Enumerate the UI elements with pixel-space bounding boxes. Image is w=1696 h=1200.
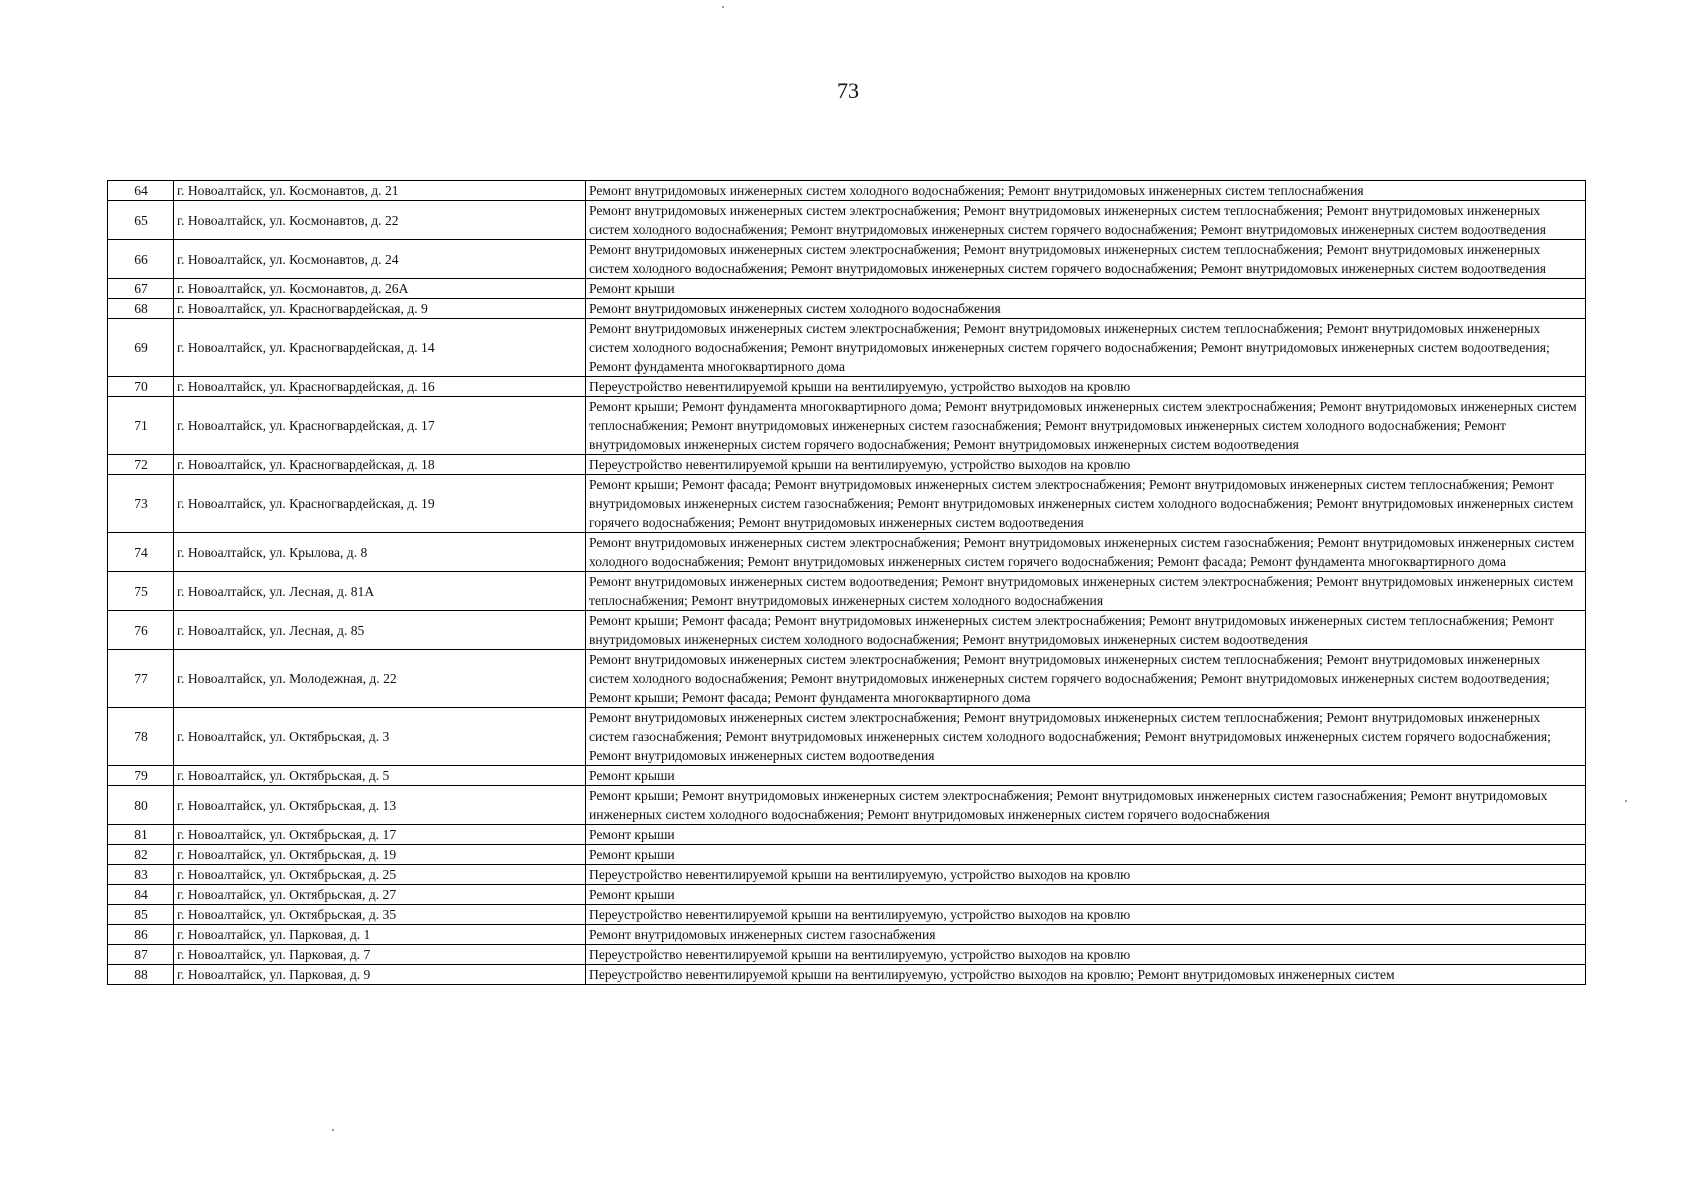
row-number-cell: 72	[108, 455, 174, 475]
table-row	[108, 475, 1586, 533]
row-number-cell: 74	[108, 533, 174, 572]
table-body	[108, 181, 1586, 985]
works-cell: Переустройство невентилируемой крыши на вентилируемую, устройство выходов на кровлю	[586, 945, 1586, 965]
table-row	[108, 905, 1586, 925]
works-cell: Ремонт крыши	[586, 825, 1586, 845]
address-cell: г. Новоалтайск, ул. Красногвардейская, д. 19	[174, 475, 586, 533]
address-cell: г. Новоалтайск, ул. Крылова, д. 8	[174, 533, 586, 572]
row-number-cell: 83	[108, 865, 174, 885]
works-cell: Ремонт внутридомовых инженерных систем электроснабжения; Ремонт внутридомовых инженерных систем теплоснабжения; Ремонт внутридомовых инженерных систем холодного водоснабжения; Ремонт внутридомовых инженерных систем горячего водоснабжения; Ремонт внутридомовых инженерных систем водоотведения; Ремонт фундамента многоквартирного дома	[586, 319, 1586, 377]
row-number-cell: 87	[108, 945, 174, 965]
row-number-cell: 68	[108, 299, 174, 319]
works-cell: Ремонт крыши; Ремонт фундамента многоквартирного дома; Ремонт внутридомовых инженерных систем электроснабжения; Ремонт внутридомовых инженерных систем теплоснабжения; Ремонт внутридомовых инженерных систем газоснабжения; Ремонт внутридомовых инженерных систем холодного водоснабжения; Ремонт внутридомовых инженерных систем горячего водоснабжения; Ремонт внутридомовых инженерных систем водоотведения	[586, 397, 1586, 455]
row-number-cell: 79	[108, 766, 174, 786]
table-row	[108, 925, 1586, 945]
table-row	[108, 299, 1586, 319]
table-row	[108, 319, 1586, 377]
scan-speck	[1625, 800, 1627, 802]
address-cell: г. Новоалтайск, ул. Парковая, д. 7	[174, 945, 586, 965]
works-cell: Переустройство невентилируемой крыши на вентилируемую, устройство выходов на кровлю; Ремонт внутридомовых инженерных систем	[586, 965, 1586, 985]
address-cell: г. Новоалтайск, ул. Космонавтов, д. 22	[174, 201, 586, 240]
address-cell: г. Новоалтайск, ул. Парковая, д. 1	[174, 925, 586, 945]
table-row	[108, 885, 1586, 905]
row-number-cell: 75	[108, 572, 174, 611]
works-cell: Ремонт крыши	[586, 845, 1586, 865]
row-number-cell: 82	[108, 845, 174, 865]
address-cell: г. Новоалтайск, ул. Красногвардейская, д. 9	[174, 299, 586, 319]
works-cell: Ремонт внутридомовых инженерных систем электроснабжения; Ремонт внутридомовых инженерных систем теплоснабжения; Ремонт внутридомовых инженерных систем газоснабжения; Ремонт внутридомовых инженерных систем холодного водоснабжения; Ремонт внутридомовых инженерных систем горячего водоснабжения; Ремонт внутридомовых инженерных систем водоотведения	[586, 708, 1586, 766]
row-number-cell: 80	[108, 786, 174, 825]
row-number-cell: 81	[108, 825, 174, 845]
address-cell: г. Новоалтайск, ул. Октябрьская, д. 5	[174, 766, 586, 786]
row-number-cell: 66	[108, 240, 174, 279]
row-number-cell: 76	[108, 611, 174, 650]
address-cell: г. Новоалтайск, ул. Молодежная, д. 22	[174, 650, 586, 708]
table-row	[108, 845, 1586, 865]
row-number-cell: 84	[108, 885, 174, 905]
table-row	[108, 455, 1586, 475]
works-cell: Переустройство невентилируемой крыши на вентилируемую, устройство выходов на кровлю	[586, 905, 1586, 925]
address-cell: г. Новоалтайск, ул. Октябрьская, д. 25	[174, 865, 586, 885]
works-cell: Ремонт крыши; Ремонт фасада; Ремонт внутридомовых инженерных систем электроснабжения; Ремонт внутридомовых инженерных систем теплоснабжения; Ремонт внутридомовых инженерных систем газоснабжения; Ремонт внутридомовых инженерных систем холодного водоснабжения; Ремонт внутридомовых инженерных систем горячего водоснабжения; Ремонт внутридомовых инженерных систем водоотведения	[586, 475, 1586, 533]
row-number-cell: 85	[108, 905, 174, 925]
row-number-cell: 78	[108, 708, 174, 766]
works-cell: Переустройство невентилируемой крыши на вентилируемую, устройство выходов на кровлю	[586, 865, 1586, 885]
address-cell: г. Новоалтайск, ул. Октябрьская, д. 3	[174, 708, 586, 766]
row-number-cell: 64	[108, 181, 174, 201]
table-row	[108, 708, 1586, 766]
table-row	[108, 786, 1586, 825]
table-row	[108, 945, 1586, 965]
works-cell: Ремонт внутридомовых инженерных систем электроснабжения; Ремонт внутридомовых инженерных систем газоснабжения; Ремонт внутридомовых инженерных систем холодного водоснабжения; Ремонт внутридомовых инженерных систем горячего водоснабжения; Ремонт фасада; Ремонт фундамента многоквартирного дома	[586, 533, 1586, 572]
address-cell: г. Новоалтайск, ул. Космонавтов, д. 21	[174, 181, 586, 201]
table-row	[108, 201, 1586, 240]
table-row	[108, 965, 1586, 985]
address-cell: г. Новоалтайск, ул. Красногвардейская, д. 17	[174, 397, 586, 455]
table-row	[108, 533, 1586, 572]
works-cell: Ремонт внутридомовых инженерных систем электроснабжения; Ремонт внутридомовых инженерных систем теплоснабжения; Ремонт внутридомовых инженерных систем холодного водоснабжения; Ремонт внутридомовых инженерных систем горячего водоснабжения; Ремонт внутридомовых инженерных систем водоотведения	[586, 240, 1586, 279]
row-number-cell: 69	[108, 319, 174, 377]
works-cell: Ремонт крыши; Ремонт фасада; Ремонт внутридомовых инженерных систем электроснабжения; Ремонт внутридомовых инженерных систем теплоснабжения; Ремонт внутридомовых инженерных систем холодного водоснабжения; Ремонт внутридомовых инженерных систем водоотведения	[586, 611, 1586, 650]
page-number: 73	[837, 78, 859, 103]
table-row	[108, 766, 1586, 786]
table-row	[108, 397, 1586, 455]
table-row	[108, 825, 1586, 845]
table-row	[108, 650, 1586, 708]
scan-speck	[722, 6, 724, 8]
works-cell: Ремонт крыши; Ремонт внутридомовых инженерных систем электроснабжения; Ремонт внутридомовых инженерных систем газоснабжения; Ремонт внутридомовых инженерных систем холодного водоснабжения; Ремонт внутридомовых инженерных систем горячего водоснабжения	[586, 786, 1586, 825]
address-cell: г. Новоалтайск, ул. Красногвардейская, д. 18	[174, 455, 586, 475]
table-row	[108, 377, 1586, 397]
address-cell: г. Новоалтайск, ул. Октябрьская, д. 27	[174, 885, 586, 905]
address-cell: г. Новоалтайск, ул. Красногвардейская, д. 16	[174, 377, 586, 397]
address-cell: г. Новоалтайск, ул. Лесная, д. 85	[174, 611, 586, 650]
table-row	[108, 240, 1586, 279]
works-cell: Ремонт крыши	[586, 885, 1586, 905]
row-number-cell: 86	[108, 925, 174, 945]
address-cell: г. Новоалтайск, ул. Октябрьская, д. 19	[174, 845, 586, 865]
works-cell: Ремонт внутридомовых инженерных систем водоотведения; Ремонт внутридомовых инженерных систем электроснабжения; Ремонт внутридомовых инженерных систем теплоснабжения; Ремонт внутридомовых инженерных систем холодного водоснабжения	[586, 572, 1586, 611]
table-row	[108, 865, 1586, 885]
repair-works-table	[107, 180, 1586, 985]
address-cell: г. Новоалтайск, ул. Октябрьская, д. 13	[174, 786, 586, 825]
address-cell: г. Новоалтайск, ул. Космонавтов, д. 24	[174, 240, 586, 279]
address-cell: г. Новоалтайск, ул. Парковая, д. 9	[174, 965, 586, 985]
works-cell: Переустройство невентилируемой крыши на вентилируемую, устройство выходов на кровлю	[586, 455, 1586, 475]
works-cell: Ремонт внутридомовых инженерных систем холодного водоснабжения; Ремонт внутридомовых инженерных систем теплоснабжения	[586, 181, 1586, 201]
row-number-cell: 73	[108, 475, 174, 533]
address-cell: г. Новоалтайск, ул. Лесная, д. 81А	[174, 572, 586, 611]
row-number-cell: 88	[108, 965, 174, 985]
works-cell: Ремонт внутридомовых инженерных систем электроснабжения; Ремонт внутридомовых инженерных систем теплоснабжения; Ремонт внутридомовых инженерных систем холодного водоснабжения; Ремонт внутридомовых инженерных систем горячего водоснабжения; Ремонт внутридомовых инженерных систем водоотведения; Ремонт крыши; Ремонт фасада; Ремонт фундамента многоквартирного дома	[586, 650, 1586, 708]
address-cell: г. Новоалтайск, ул. Октябрьская, д. 17	[174, 825, 586, 845]
address-cell: г. Новоалтайск, ул. Красногвардейская, д. 14	[174, 319, 586, 377]
works-cell: Ремонт внутридомовых инженерных систем газоснабжения	[586, 925, 1586, 945]
table-row	[108, 611, 1586, 650]
scan-speck	[332, 1129, 334, 1131]
row-number-cell: 67	[108, 279, 174, 299]
works-cell: Ремонт внутридомовых инженерных систем холодного водоснабжения	[586, 299, 1586, 319]
row-number-cell: 65	[108, 201, 174, 240]
address-cell: г. Новоалтайск, ул. Космонавтов, д. 26А	[174, 279, 586, 299]
address-cell: г. Новоалтайск, ул. Октябрьская, д. 35	[174, 905, 586, 925]
works-cell: Ремонт крыши	[586, 279, 1586, 299]
works-cell: Ремонт внутридомовых инженерных систем электроснабжения; Ремонт внутридомовых инженерных систем теплоснабжения; Ремонт внутридомовых инженерных систем холодного водоснабжения; Ремонт внутридомовых инженерных систем горячего водоснабжения; Ремонт внутридомовых инженерных систем водоотведения	[586, 201, 1586, 240]
table-row	[108, 181, 1586, 201]
works-cell: Переустройство невентилируемой крыши на вентилируемую, устройство выходов на кровлю	[586, 377, 1586, 397]
row-number-cell: 77	[108, 650, 174, 708]
row-number-cell: 70	[108, 377, 174, 397]
row-number-cell: 71	[108, 397, 174, 455]
works-cell: Ремонт крыши	[586, 766, 1586, 786]
table-row	[108, 279, 1586, 299]
table-row	[108, 572, 1586, 611]
